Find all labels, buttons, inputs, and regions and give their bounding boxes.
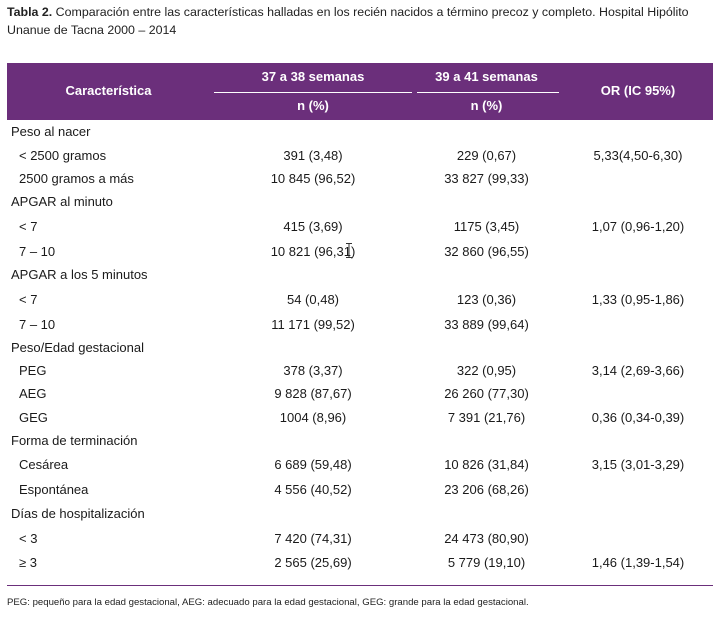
cell-39-41: 32 860 (96,55) — [444, 244, 529, 259]
caption-text: Comparación entre las características halladas en los recién nacidos a término precoz y completo. Hospital Hipólito Unanue de Tacna 2000 – 2014 — [7, 5, 689, 37]
row-label: 7 – 10 — [19, 317, 56, 332]
cell-or: 5,33(4,50-6,30) — [593, 148, 683, 163]
row-label: AEG — [19, 386, 47, 401]
section-row — [7, 120, 713, 143]
row-label: Peso/Edad gestacional — [11, 340, 144, 355]
cell-39-41: 322 (0,95) — [456, 363, 517, 378]
table-row — [7, 525, 713, 551]
cell-or: 3,14 (2,69-3,66) — [591, 363, 685, 378]
section-row — [7, 189, 713, 213]
section-row — [7, 429, 713, 452]
row-label: 2500 gramos a más — [19, 171, 134, 186]
cell-39-41: 229 (0,67) — [456, 148, 517, 163]
table-row — [7, 143, 713, 167]
section-row — [7, 502, 713, 525]
table-row — [7, 286, 713, 312]
table-row — [7, 452, 713, 477]
cell-37-38: 391 (3,48) — [283, 148, 343, 163]
table-row — [7, 167, 713, 189]
row-label: ≥ 3 — [19, 555, 37, 570]
cell-37-38: 4 556 (40,52) — [274, 482, 352, 497]
row-label: < 7 — [19, 292, 38, 307]
row-label: < 3 — [19, 531, 38, 546]
header-group-39-41: 39 a 41 semanas — [435, 69, 538, 84]
header-n-percent-1: n (%) — [297, 98, 329, 113]
cell-37-38: 6 689 (59,48) — [274, 457, 352, 472]
cell-37-38: 7 420 (74,31) — [274, 531, 352, 546]
cell-39-41: 33 827 (99,33) — [444, 171, 529, 186]
cell-39-41: 7 391 (21,76) — [447, 410, 526, 425]
table-body — [7, 120, 713, 574]
cell-39-41: 123 (0,36) — [456, 292, 517, 307]
cell-or: 3,15 (3,01-3,29) — [591, 457, 685, 472]
row-label: < 7 — [19, 219, 38, 234]
cell-37-38: 2 565 (25,69) — [274, 555, 352, 570]
table-row — [7, 213, 713, 239]
table-row — [7, 477, 713, 502]
row-label: Días de hospitalización — [11, 506, 145, 521]
row-label: APGAR a los 5 minutos — [11, 267, 148, 282]
row-label: Peso al nacer — [11, 124, 91, 139]
row-label: < 2500 gramos — [19, 148, 107, 163]
header-rule-group2 — [417, 92, 559, 93]
table-row — [7, 239, 713, 263]
section-row — [7, 336, 713, 359]
table-row — [7, 312, 713, 336]
table-row — [7, 382, 713, 405]
cell-39-41: 10 826 (31,84) — [444, 457, 529, 472]
header-n-percent-2: n (%) — [470, 98, 503, 113]
header-characteristic: Característica — [65, 83, 152, 98]
table-footnote: PEG: pequeño para la edad gestacional, AEG: adecuado para la edad gestacional, GEG: grande para la edad gestacional. — [7, 597, 529, 608]
section-row — [7, 263, 713, 286]
row-label: 7 – 10 — [19, 244, 56, 259]
caption-label: Tabla 2. — [7, 5, 53, 19]
cell-or: 1,33 (0,95-1,86) — [591, 292, 685, 307]
header-group-37-38: 37 a 38 semanas — [261, 69, 365, 84]
cell-39-41: 5 779 (19,10) — [447, 555, 526, 570]
table-row — [7, 551, 713, 574]
row-label: Espontánea — [19, 482, 89, 497]
header-rule-group1 — [214, 92, 412, 93]
cell-37-38: 415 (3,69) — [283, 219, 343, 234]
cell-37-38: 1004 (8,96) — [279, 410, 347, 425]
cell-37-38: 9 828 (87,67) — [274, 386, 352, 401]
header-or: OR (IC 95%) — [600, 83, 676, 98]
cell-37-38: 10 821 (96,31) — [270, 244, 356, 259]
row-label: PEG — [19, 363, 47, 378]
cell-39-41: 26 260 (77,30) — [444, 386, 529, 401]
table-bottom-rule — [7, 585, 713, 586]
table-row — [7, 359, 713, 382]
cell-or: 1,07 (0,96-1,20) — [591, 219, 685, 234]
cell-37-38: 11 171 (99,52) — [271, 317, 355, 332]
cell-37-38: 378 (3,37) — [283, 363, 343, 378]
cell-37-38: 54 (0,48) — [286, 292, 340, 307]
row-label: Cesárea — [19, 457, 69, 472]
row-label: Forma de terminación — [11, 433, 138, 448]
cell-37-38: 10 845 (96,52) — [270, 171, 356, 186]
table-caption — [7, 3, 719, 39]
table-header — [7, 63, 713, 120]
row-label: APGAR al minuto — [11, 194, 113, 209]
cell-39-41: 24 473 (80,90) — [444, 531, 529, 546]
cell-39-41: 1175 (3,45) — [453, 219, 520, 234]
table-row — [7, 405, 713, 429]
row-label: GEG — [19, 410, 48, 425]
cell-or: 1,46 (1,39-1,54) — [591, 555, 685, 570]
cell-or: 0,36 (0,34-0,39) — [591, 410, 685, 425]
cell-39-41: 33 889 (99,64) — [444, 317, 529, 332]
cell-39-41: 23 206 (68,26) — [444, 482, 529, 497]
text-cursor-icon — [346, 243, 352, 258]
